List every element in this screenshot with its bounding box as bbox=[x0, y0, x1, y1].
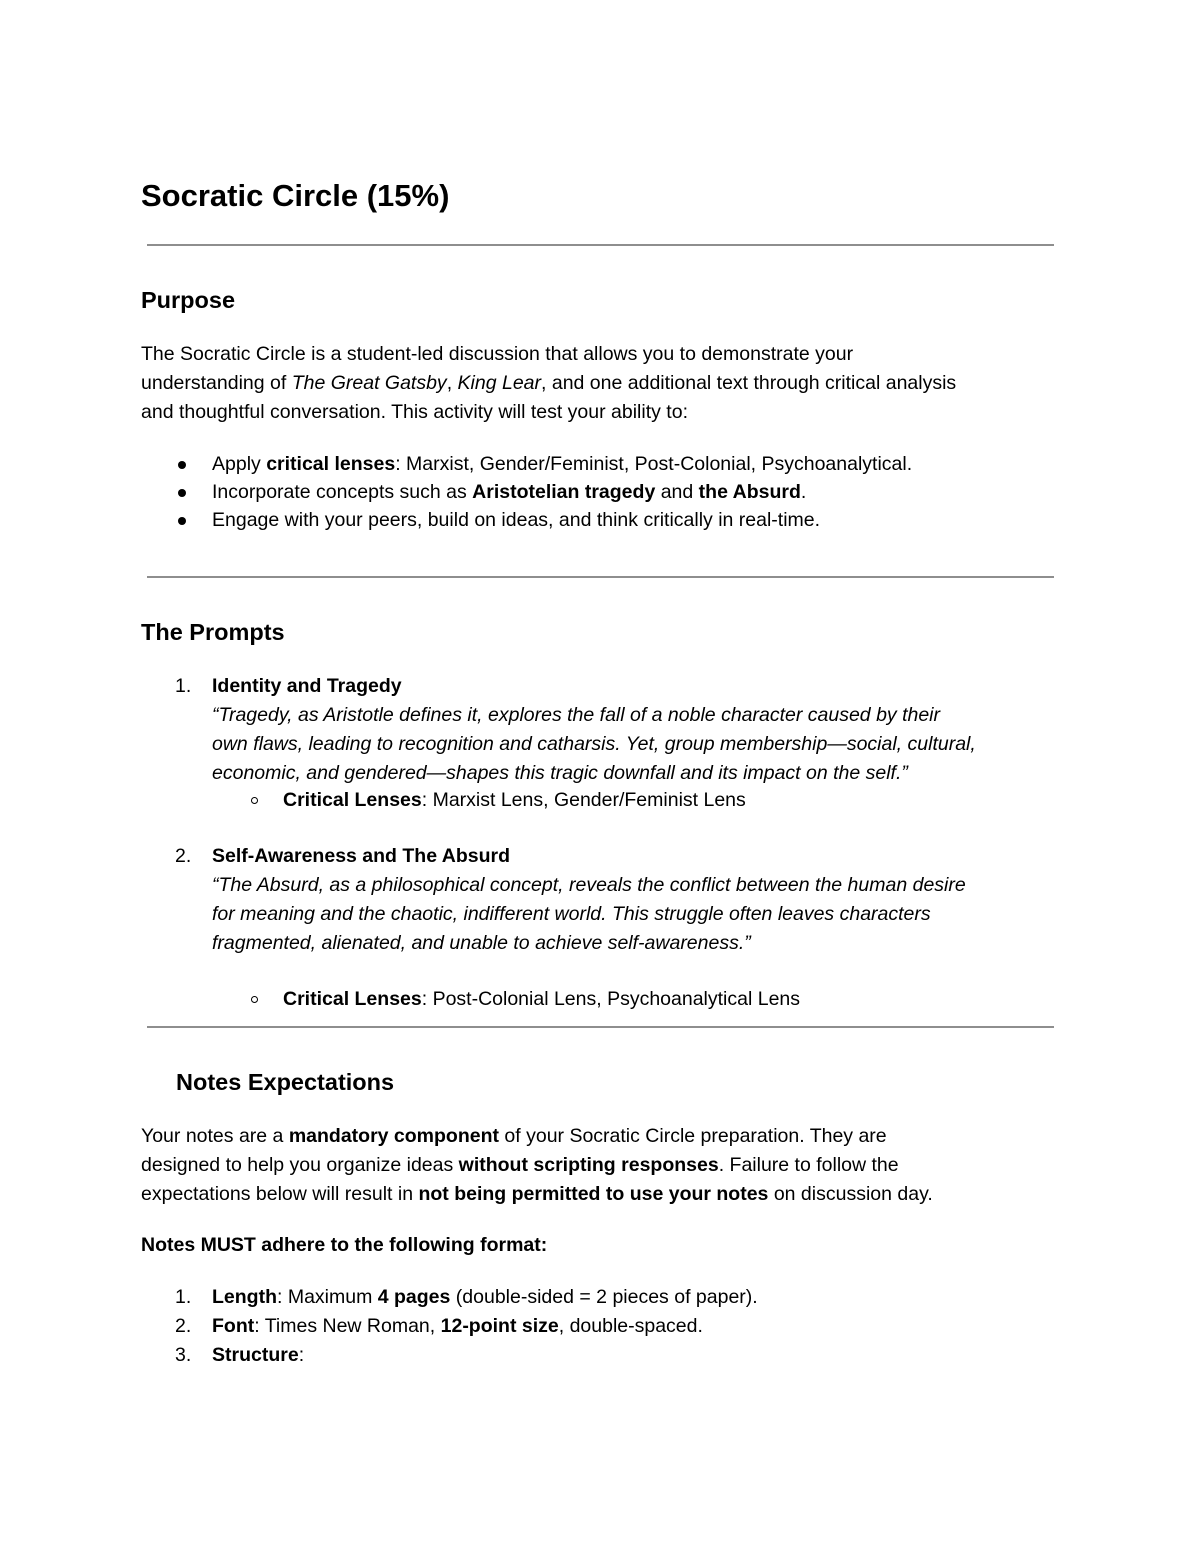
text-run: and bbox=[655, 481, 699, 503]
text-run: understanding of bbox=[141, 372, 292, 394]
bold-term: 12-point size bbox=[440, 1315, 559, 1337]
notes-line-2 bbox=[141, 1151, 1071, 1180]
purpose-line-1: The Socratic Circle is a student-led discussion that allows you to demonstrate your bbox=[141, 343, 854, 365]
list-number: 1. bbox=[175, 675, 192, 697]
purpose-line-2 bbox=[141, 369, 1071, 398]
bold-term: 4 pages bbox=[377, 1286, 451, 1308]
text-run: : bbox=[298, 1344, 305, 1366]
text-run: : Times New Roman, bbox=[254, 1315, 441, 1337]
text-run: Your notes are a bbox=[141, 1125, 289, 1147]
bold-term: not being permitted to use your notes bbox=[418, 1183, 769, 1205]
bold-term: Aristotelian tragedy bbox=[472, 481, 656, 503]
bullet-icon bbox=[178, 489, 186, 497]
prompt-title: Self-Awareness and The Absurd bbox=[212, 845, 510, 867]
prompt-quote-line: “Tragedy, as Aristotle defines it, explores the fall of a noble character caused by their bbox=[212, 704, 941, 726]
format-item-text bbox=[212, 1341, 1072, 1370]
text-run: designed to help you organize ideas bbox=[141, 1154, 459, 1176]
format-label: Length bbox=[212, 1286, 277, 1308]
lens-values: : Post-Colonial Lens, Psychoanalytical Lens bbox=[421, 988, 801, 1010]
notes-heading: Notes Expectations bbox=[176, 1069, 395, 1095]
bold-term: critical lenses bbox=[266, 453, 396, 475]
purpose-paragraph bbox=[141, 340, 1071, 427]
lens-text bbox=[283, 985, 800, 1014]
bold-term: mandatory component bbox=[288, 1125, 499, 1147]
notes-paragraph bbox=[141, 1122, 1071, 1209]
hollow-bullet-icon bbox=[251, 797, 258, 804]
prompts-heading: The Prompts bbox=[141, 619, 285, 645]
list-number: 3. bbox=[175, 1344, 192, 1366]
lens-label: Critical Lenses bbox=[283, 988, 422, 1010]
bullet-text bbox=[212, 478, 806, 507]
prompt-item bbox=[141, 842, 1081, 987]
text-run: , double-spaced. bbox=[558, 1315, 703, 1337]
format-item bbox=[141, 1312, 1081, 1341]
text-run: on discussion day. bbox=[768, 1183, 933, 1205]
notes-line-1 bbox=[141, 1122, 1071, 1151]
format-label: Structure bbox=[212, 1344, 299, 1366]
horizontal-rule bbox=[147, 244, 1054, 246]
prompt-lens-item bbox=[212, 786, 1012, 815]
bullet-icon bbox=[178, 461, 186, 469]
bullet-text bbox=[212, 450, 912, 479]
text-run: Incorporate concepts such as bbox=[212, 481, 473, 503]
prompt-quote-line: fragmented, alienated, and unable to achieve self-awareness.” bbox=[212, 932, 751, 954]
purpose-heading: Purpose bbox=[141, 287, 236, 313]
prompt-quote-line: for meaning and the chaotic, indifferent world. This struggle often leaves characters bbox=[212, 903, 931, 925]
lens-label: Critical Lenses bbox=[283, 789, 422, 811]
format-item-text bbox=[212, 1283, 1072, 1312]
prompt-title: Identity and Tragedy bbox=[212, 675, 402, 697]
lens-values: : Marxist Lens, Gender/Feminist Lens bbox=[421, 789, 746, 811]
page-title: Socratic Circle (15%) bbox=[141, 178, 450, 213]
text-run: , and one additional text through critical analysis bbox=[541, 372, 957, 394]
prompt-body bbox=[212, 842, 1072, 958]
bullet-icon bbox=[178, 517, 186, 525]
format-heading-text: Notes MUST adhere to the following format: bbox=[141, 1234, 548, 1256]
text-run: (double-sided = 2 pieces of paper). bbox=[450, 1286, 758, 1308]
list-number: 1. bbox=[175, 1286, 192, 1308]
text-run: . bbox=[800, 481, 807, 503]
format-item bbox=[141, 1341, 1081, 1370]
purpose-line-3: and thoughtful conversation. This activity will test your ability to: bbox=[141, 401, 688, 423]
prompt-quote-line: own flaws, leading to recognition and catharsis. Yet, group membership—social, cultural, bbox=[212, 733, 976, 755]
text-run: expectations below will result in bbox=[141, 1183, 419, 1205]
text-run: of your Socratic Circle preparation. They are bbox=[499, 1125, 887, 1147]
text-run: . Failure to follow the bbox=[718, 1154, 899, 1176]
text-run: , bbox=[446, 372, 458, 394]
format-item-text bbox=[212, 1312, 1072, 1341]
format-label: Font bbox=[212, 1315, 255, 1337]
bold-term: without scripting responses bbox=[458, 1154, 719, 1176]
lens-text bbox=[283, 786, 746, 815]
prompt-lens-item bbox=[212, 985, 1012, 1014]
book-title-lear: King Lear bbox=[457, 372, 542, 394]
text-run: Apply bbox=[212, 453, 267, 475]
list-number: 2. bbox=[175, 1315, 192, 1337]
notes-line-3 bbox=[141, 1180, 1071, 1209]
prompt-body bbox=[212, 672, 1072, 788]
bold-term: the Absurd bbox=[698, 481, 801, 503]
horizontal-rule bbox=[147, 576, 1054, 578]
text-run: : Marxist, Gender/Feminist, Post-Colonial, Psychoanalytical. bbox=[395, 453, 913, 475]
bullet-text: Engage with your peers, build on ideas, and think critically in real-time. bbox=[212, 509, 821, 531]
list-number: 2. bbox=[175, 845, 192, 867]
prompt-quote-line: “The Absurd, as a philosophical concept, reveals the conflict between the human desire bbox=[212, 874, 966, 896]
book-title-gatsby: The Great Gatsby bbox=[291, 372, 447, 394]
format-item bbox=[141, 1283, 1081, 1312]
format-heading bbox=[141, 1231, 547, 1260]
horizontal-rule bbox=[147, 1026, 1054, 1028]
prompt-quote-line: economic, and gendered—shapes this tragic downfall and its impact on the self.” bbox=[212, 762, 908, 784]
text-run: : Maximum bbox=[276, 1286, 378, 1308]
hollow-bullet-icon bbox=[251, 996, 258, 1003]
